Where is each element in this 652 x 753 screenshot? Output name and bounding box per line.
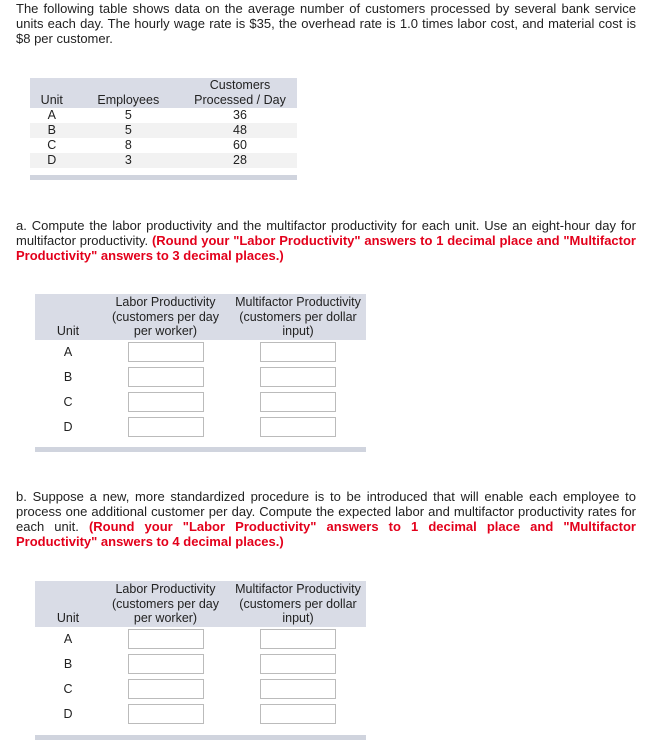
cell: B — [30, 123, 74, 138]
multifactor-input-b[interactable] — [260, 654, 336, 674]
header-multifactor: Multifactor Productivity (customers per dollar input) — [230, 581, 366, 627]
table-row — [35, 702, 366, 727]
multifactor-input-a[interactable] — [260, 342, 336, 362]
unit-label: D — [63, 420, 73, 434]
multifactor-input-d[interactable] — [260, 704, 336, 724]
cell: 5 — [124, 108, 132, 122]
labor-input-d[interactable] — [128, 704, 204, 724]
table-row — [30, 108, 297, 123]
cell: C — [47, 138, 57, 152]
table-footer-bar — [35, 447, 366, 452]
table-row — [30, 123, 297, 138]
data-table — [30, 78, 297, 168]
cell: 48 — [183, 123, 297, 138]
header-labor: Labor Productivity (customers per day per worker) — [101, 581, 230, 627]
cell: 8 — [124, 138, 132, 152]
header-unit: Unit — [35, 581, 101, 627]
unit-label: A — [63, 632, 73, 646]
table-row — [30, 138, 297, 153]
unit-label: A — [63, 345, 73, 359]
part-b-instruction: (Round your "Labor Productivity" answers to 1 decimal place and "Multifactor Productivity" answers to 4 decimal places.) — [16, 519, 636, 549]
unit-label: B — [63, 370, 73, 384]
labor-input-c[interactable] — [128, 679, 204, 699]
header-unit: Unit — [30, 78, 74, 108]
part-a-text: a. Compute the labor productivity and the multifactor productivity for each unit. Use an eight-hour day for multifactor productivity. (Round your "Labor Productivity" answers to 1 decimal place and "Multifactor Productivity" answers to 3 decimal places.) — [16, 218, 636, 263]
cell: 36 — [233, 108, 247, 122]
cell: 3 — [74, 153, 183, 168]
cell: D — [30, 153, 74, 168]
header-unit: Unit — [35, 294, 101, 340]
part-a-instruction: (Round your "Labor Productivity" answers to 1 decimal place and "Multifactor Productivity" answers to 3 decimal places.) — [16, 233, 636, 263]
table-footer-bar — [30, 175, 297, 180]
labor-input-b[interactable] — [128, 367, 204, 387]
table-row — [30, 153, 297, 168]
multifactor-input-b[interactable] — [260, 367, 336, 387]
labor-input-a[interactable] — [128, 342, 204, 362]
part-b-text: b. Suppose a new, more standardized procedure is to be introduced that will enable each employee to process one additional customer per day. Compute the expected labor and multifactor productivity rates for each unit. (Round your "Labor Productivity" answers to 1 decimal place and "Multifactor Productivity" answers to 4 decimal places.) — [16, 489, 636, 549]
table-row — [35, 390, 366, 415]
table-footer-bar — [35, 735, 366, 740]
labor-input-a[interactable] — [128, 629, 204, 649]
unit-label: B — [63, 657, 73, 671]
labor-input-b[interactable] — [128, 654, 204, 674]
header-employees: Employees — [74, 78, 183, 108]
labor-input-c[interactable] — [128, 392, 204, 412]
cell: 60 — [233, 138, 247, 152]
answer-table-b — [35, 581, 366, 727]
multifactor-input-a[interactable] — [260, 629, 336, 649]
table-row — [35, 652, 366, 677]
unit-label: C — [63, 395, 73, 409]
table-row — [35, 365, 366, 390]
cell: 5 — [74, 123, 183, 138]
cell: A — [47, 108, 56, 122]
answer-table-a — [35, 294, 366, 440]
header-labor: Labor Productivity (customers per day per worker) — [101, 294, 230, 340]
multifactor-input-c[interactable] — [260, 392, 336, 412]
header-multifactor: Multifactor Productivity (customers per dollar input) — [230, 294, 366, 340]
table-row — [35, 627, 366, 652]
labor-input-d[interactable] — [128, 417, 204, 437]
multifactor-input-c[interactable] — [260, 679, 336, 699]
cell: 28 — [183, 153, 297, 168]
table-row — [35, 677, 366, 702]
intro-text: The following table shows data on the average number of customers processed by several bank service units each day. The hourly wage rate is $35, the overhead rate is 1.0 times labor cost, and material cost is $8 per customer. — [16, 1, 636, 46]
table-row — [35, 415, 366, 440]
header-customers: Customers Processed / Day — [183, 78, 297, 108]
unit-label: D — [63, 707, 73, 721]
multifactor-input-d[interactable] — [260, 417, 336, 437]
table-row — [35, 340, 366, 365]
unit-label: C — [63, 682, 73, 696]
